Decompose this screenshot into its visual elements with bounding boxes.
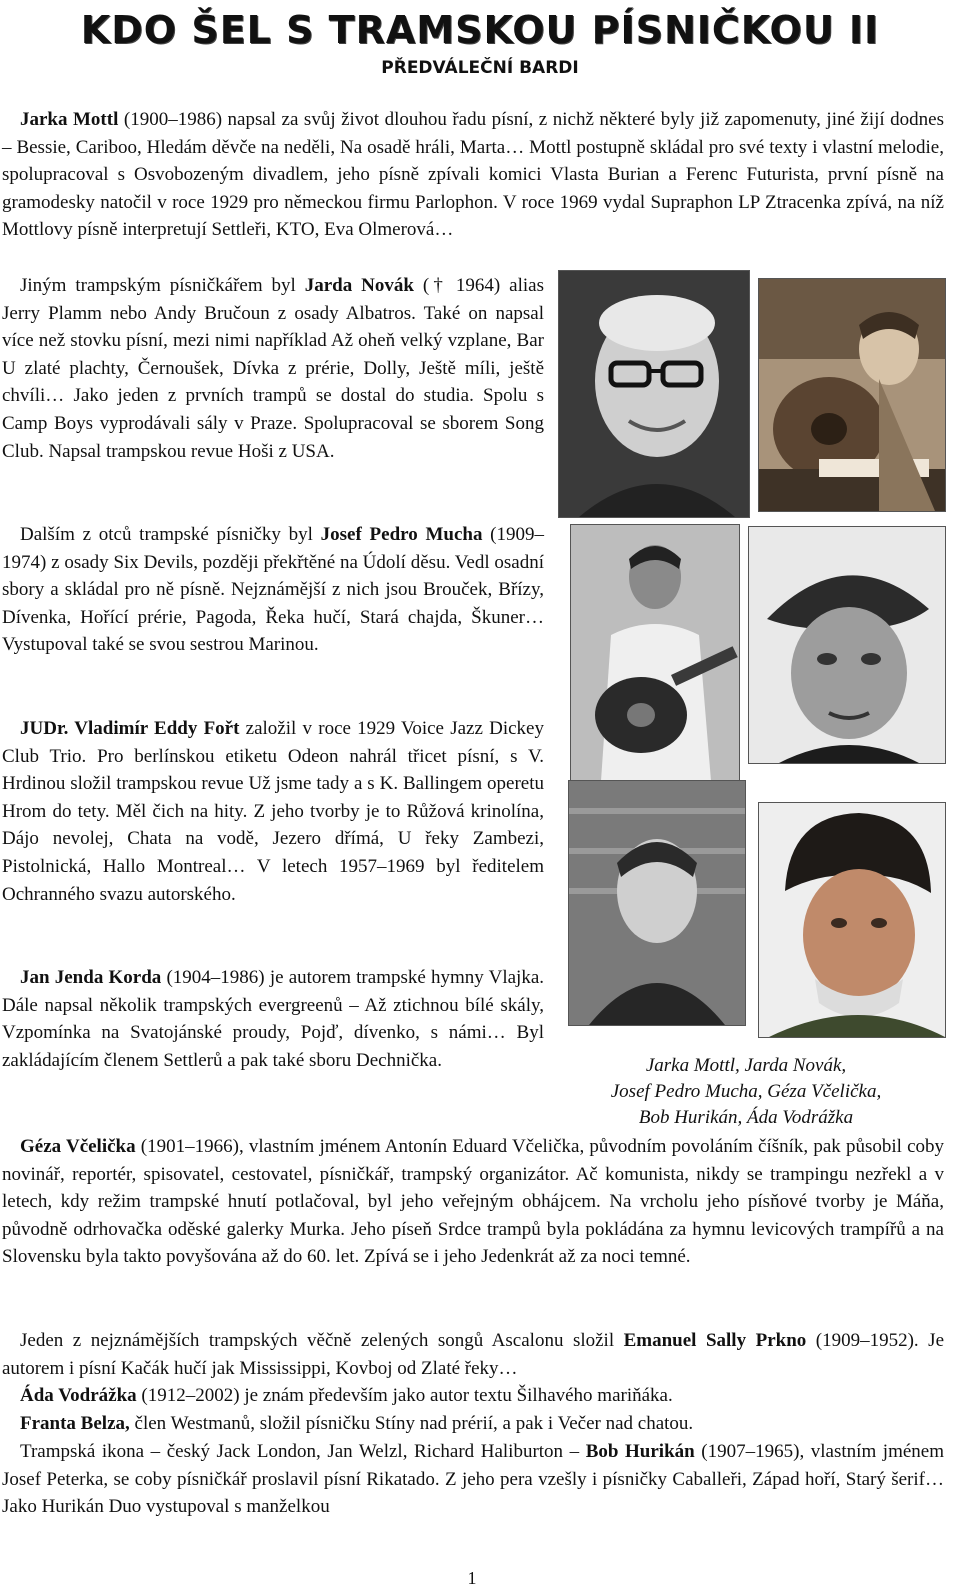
name-hurikan: Bob Hurikán <box>585 1441 695 1462</box>
paragraph-belza: Franta Belza, člen Westmanů, složil písničku Stíny nad prérií, a pak i Večer nad chatou. <box>20 1413 694 1434</box>
paragraph-vcelicka: Géza Včelička (1901–1966), vlastním jménem Antonín Eduard Včelička, původním povoláním číšník, pak působil coby novinář, reportér, spisovatel, cestovatel, písničkář, trampský organizátor. Ač komunista, nikdy se trampingu nezřekl a v letech, kdy režim trampské hnutí potlačoval, byl jeho veřejným obhájcem. Na vrcholu jeho písňové tvorby je Máňa, původně odrhovačka oděské galerky Murka. Jeho píseň Srdce trampů byla pokládána za hymnu levicových trampířů a na Slovensku byla takto povyšována až do 60. let. Zpívá se i jeho Jedenkrát až za noci temné. <box>2 1136 945 1268</box>
text-mottl: (1900–1986) napsal za svůj život dlouhou řadu písní, z nichž některé byly již zapomenuty, jiné žijí dodnes – Bessie, Cariboo, Hledám děvče na neděli, Na osadě hráli, Marta… Mottl postupně skládal pro své texty i vlastní melodie, spolupracoval s Osvobozeným divadlem, jeho písně zpívali komici Vlasta Burian a Ferenc Futurista, první písně na gramodesky natočil v roce 1929 pro německou firmu Parlophon. V roce 1969 vydal Supraphon LP Ztracenka zpívá, na níž Mottlovy písně interpretují Settleři, KTO, Eva Olmerová… <box>2 109 944 241</box>
paragraph-mucha: Dalším z otců trampské písničky byl Josef Pedro Mucha (1909–1974) z osady Six Devils, později překřtěné na Údolí děsu. Vedl osadní sbory a skládal pro ně písně. Nejznámější z nich jsou Brouček, Břízy, Dívenka, Hořící prérie, Pagoda, Řeka hučí, Stará chajda, Škuner… Vystupoval také se svou sestrou Marinou. <box>2 524 544 656</box>
paragraph-korda: Jan Jenda Korda (1904–1986) je autorem trampské hymny Vlajka. Dále napsal několik trampských evergreenů – Až ztichnou bílé skály, Vzpomínka na Svatojánské proudy, Pojď, dívenko, s námi… Byl zakládajícím členem Settlerů a pak také sboru Dechnička. <box>2 967 545 1071</box>
caption-line-2: Josef Pedro Mucha, Géza Včelička, <box>610 1081 882 1102</box>
paragraph-novak: Jiným trampským písničkářem byl Jarda Novák († 1964) alias Jerry Plamm nebo Andy Bručoun z osady Albatros. Také on napsal více než stovku písní, mezi nimi například Až oheň velký vzplane, Bar U zlaté plachty, Černoušek, Dívka z prérie, Dolly, Ještě míli, ještě chvíli… Jako jeden z prvních trampů se dostal do studia. Spolu s Camp Boys vyprodávali sály v Praze. Spolupracoval se sborem Song Club. Napsal trampskou revue Hoši z USA. <box>2 275 544 462</box>
paragraph-mottl <box>2 106 944 244</box>
paragraph-vodrazka: Áda Vodrážka (1912–2002) je znám především jako autor textu Šilhavého mariňáka. <box>20 1385 673 1406</box>
page-subtitle: PŘEDVÁLEČNÍ BARDI <box>381 58 579 78</box>
paragraph-fort: JUDr. Vladimír Eddy Fořt založil v roce 1929 Voice Jazz Dickey Club Trio. Pro berlínskou etiketu Odeon nahrál třicet písní, s V. Hrdinou složil trampskou revue Už jsme tady a s K. Ballingem operetu Hrom do tety. Měl čich na hity. Z jeho tvorby je to Růžová krinolína, Dájo nevolej, Chata na vodě, Jezero dřímá, U řeky Zambezi, Pistolnická, Hallo Montreal… V letech 1957–1969 byl ředitelem Ochranného svazu autorského. <box>2 718 544 905</box>
photo-vcelicka <box>748 526 946 764</box>
photo-mottl <box>558 270 750 518</box>
name-belza: Franta Belza, <box>20 1413 130 1434</box>
name-prkno: Emanuel Sally Prkno <box>623 1330 807 1351</box>
page-number: 1 <box>467 1568 477 1588</box>
name-mucha: Josef Pedro Mucha <box>320 524 483 545</box>
name-mottl: Jarka Mottl <box>20 109 119 130</box>
photo-caption <box>548 1053 944 1131</box>
name-vcelicka: Géza Včelička <box>20 1136 136 1157</box>
paragraph-hurikan: Trampská ikona – český Jack London, Jan Welzl, Richard Haliburton – Bob Hurikán (1907–1965), vlastním jménem Josef Peterka, se coby písničkář proslavil písní Rikatado. Z jeho pera vzešly i písničky Caballeři, Západ hoří, Starý šerif… Jako Hurikán Duo vystupoval s manželkou <box>2 1441 944 1518</box>
name-novak: Jarda Novák <box>304 275 414 296</box>
name-korda: Jan Jenda Korda <box>20 967 162 988</box>
photo-mucha <box>570 524 740 782</box>
caption-line-3: Bob Hurikán, Áda Vodrážka <box>638 1107 854 1128</box>
page-title: KDO ŠEL S TRAMSKOU PÍSNIČKOU II <box>80 8 880 52</box>
name-vodrazka: Áda Vodrážka <box>20 1385 137 1406</box>
photo-vodrazka <box>568 780 746 1026</box>
paragraph-prkno: Jeden z nejznámějších trampských věčně zelených songů Ascalonu složil Emanuel Sally Prkno (1909–1952). Je autorem i písní Kačák hučí jak Mississippi, Kovboj od Zlaté řeky… <box>2 1330 944 1379</box>
name-fort: JUDr. Vladimír Eddy Fořt <box>20 718 240 739</box>
photo-hurikan <box>758 802 946 1038</box>
caption-line-1: Jarka Mottl, Jarda Novák, <box>645 1055 847 1076</box>
photo-novak <box>758 278 946 512</box>
photo-collage <box>548 270 944 1036</box>
